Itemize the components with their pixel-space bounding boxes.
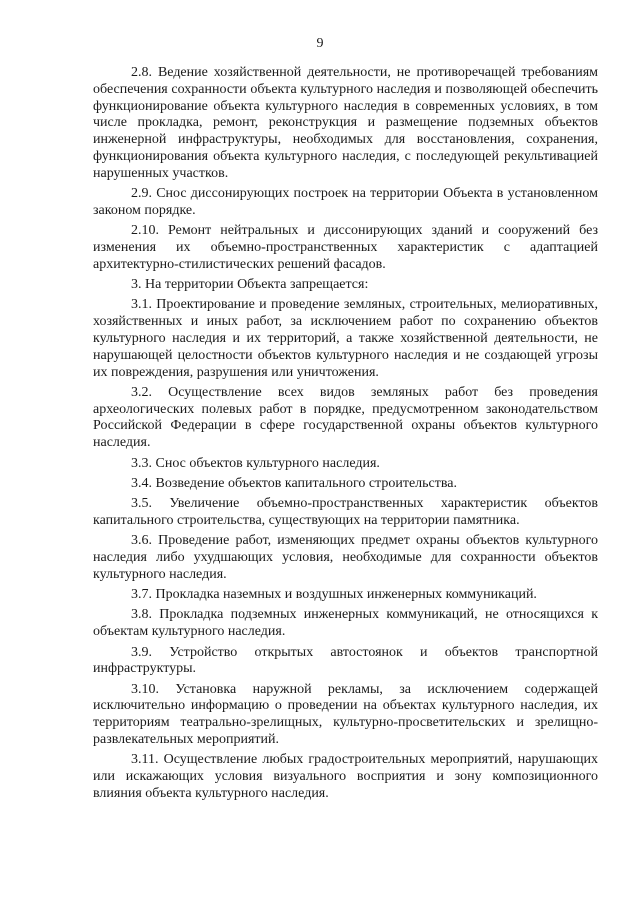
paragraph-3-heading: 3. На территории Объекта запрещается: xyxy=(131,277,369,293)
paragraph-3-1: 3.1. Проектирование и проведение земляных, строительных, мелиоративных, хозяйственных и иных работ, за исключением работ по сохранению объектов культурного наследия и их территорий, а также хозяйственной деятельности, не нарушающей целостности объектов культурного наследия и не создающей угрозы их повреждения, разрушения или уничтожения. xyxy=(93,297,598,380)
paragraph-3-11: 3.11. Осуществление любых градостроительных мероприятий, нарушающих или искажающих условия визуального восприятия и зону композиционного влияния объекта культурного наследия. xyxy=(93,752,598,801)
paragraph-3-10: 3.10. Установка наружной рекламы, за исключением содержащей исключительно информацию о проведении на объектах культурного наследия, их территориям театрально-зрелищных, культурно-просветительских и зрелищно-развлекательных мероприятий. xyxy=(93,681,598,747)
paragraph-3-3: 3.3. Снос объектов культурного наследия. xyxy=(131,455,380,471)
page-number: 9 xyxy=(316,36,324,51)
paragraph-2-10: 2.10. Ремонт нейтральных и диссонирующих зданий и сооружений без изменения их объемно-пространственных характеристик с адаптацией архитектурно-стилистических решений фасадов. xyxy=(93,223,598,272)
paragraph-2-9: 2.9. Снос диссонирующих построек на территории Объекта в установленном законом порядке. xyxy=(93,186,598,218)
document-body xyxy=(93,65,598,806)
paragraph-3-4: 3.4. Возведение объектов капитального строительства. xyxy=(131,475,458,491)
paragraph-3-5: 3.5. Увеличение объемно-пространственных характеристик объектов капитального строительства, существующих на территории памятника. xyxy=(93,496,598,528)
paragraph-2-8: 2.8. Ведение хозяйственной деятельности, не противоречащей требованиям обеспечения сохранности объекта культурного наследия и позволяющей обеспечить функционирование объекта культурного наследия в современных условиях, в том числе прокладка, ремонт, реконструкция и размещение подземных объектов инженерной инфраструктуры, необходимых для восстановления, сохранения, функционирования объекта культурного наследия, с последующей рекультивацией нарушенных участков. xyxy=(93,65,598,181)
paragraph-3-2: 3.2. Осуществление всех видов земляных работ без проведения археологических полевых работ в порядке, предусмотренном законодательством Российской Федерации в сфере государственной охраны объектов культурного наследия. xyxy=(93,384,598,451)
paragraph-3-7: 3.7. Прокладка наземных и воздушных инженерных коммуникаций. xyxy=(131,587,537,603)
paragraph-3-6: 3.6. Проведение работ, изменяющих предмет охраны объектов культурного наследия либо ухудшающих условия, необходимые для сохранности объектов культурного наследия. xyxy=(93,533,598,582)
paragraph-3-9: 3.9. Устройство открытых автостоянок и объектов транспортной инфраструктуры. xyxy=(93,644,598,677)
paragraph-3-8: 3.8. Прокладка подземных инженерных коммуникаций, не относящихся к объектам культурного наследия. xyxy=(93,607,598,640)
